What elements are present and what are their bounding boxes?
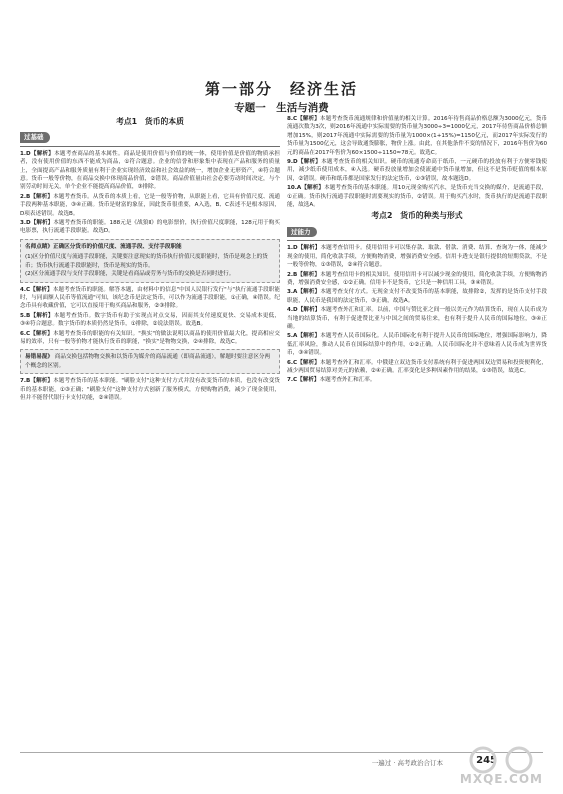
answer-item: 8.C【解析】本题考查货币流通规律和价值量的相关计算。2016年待售商品价格总额为3000亿元，货币流通次数为3次，则2016年流通中实际需要的货币量为3000÷3=1000亿元，2017年待售商品价格总额增加15%，则2017年流通中实际需要的货币量为1000×(1+15%)=1150亿元，而2017年实际发行的货币量为1500亿元，这会导致通货膨胀，物价上涨。由此，在其他条件不变的情况下，2016年售价为60元的商品在2017年售价为60×1500÷1150≈78元。故选C。 xyxy=(287,116,547,156)
answer-item: 2.B【解析】本题考查信用卡的相关知识。使用信用卡可以减少现金的使用，简化收款手续，方便购物消费，增强消费安全感，①②正确。信用卡不是货币，它只是一种信用工具，③④错误。 xyxy=(287,271,547,286)
topic-title: 专题一 生活与消费 xyxy=(234,102,329,114)
answer-item: 3.D【解析】本题考查货币的职能。188元是《战狼Ⅱ》的电影票价，执行价值尺度职能，128元用于购买电影票，执行流通手段职能。故选D。 xyxy=(20,220,280,235)
kp2-title: 考点2 货币的种类与形式 xyxy=(371,211,463,221)
answer-item: 1.D【解析】本题考查商品的基本属性。商品是使用价值与价值的统一体，使用价值是价值的物质承担者，没有使用价值的东西不能成为商品，①符合题意。企业的信誉和形象集中表现在产品和服务的质量上，全面提高产品和服务质量有利于企业实现经济效益和社会效益的统一，增加企业无形资产，④符合题意。货币一般等价物，在商品交换中体现商品价值，②错误。商品价值量由社会必要劳动时间决定，与个别劳动时间无关，单个企业不能提高商品价值，③排除。 xyxy=(20,150,280,191)
tip-box xyxy=(20,349,280,374)
answer-item: 7.C【解析】本题考查外汇和汇率。 xyxy=(287,377,376,384)
footer-text: 一遍过 · 高考政治合订本 xyxy=(371,759,443,767)
right-column xyxy=(287,115,547,720)
answer-item: 4.D【解析】本题考查外汇和汇率。以前，中国与赞比亚之间一般以美元作为结算货币，现在人民币成为当地的结算货币，有利于促进赞比亚与中国之间的贸易往来，也有利于提升人民币的国际地位，③④正确。 xyxy=(287,307,547,330)
answer-item: 2.B【解析】本题考查货币。从货币的本质上看，它是一般等价物，从职能上看，它具有价值尺度、流通手段两种基本职能，③④正确。货币是财富的象征，因此货币很重要，A入选，B、C表述不是根本原因，D项表述错误。故选B。 xyxy=(20,193,280,217)
kp1-title: 考点1 货币的本质 xyxy=(116,117,184,126)
answer-item: 1.D【解析】本题考查信用卡。使用信用卡可以集存款、取款、借款、消费、结算、查询为一体，能减少现金的使用，简化收款手续，方便购物消费，增强消费安全感。信用卡透支是银行提供的短期贷款，不是一般等价物，①③错误，②④符合题意。 xyxy=(287,245,547,269)
watermark-text: MXQE.COM xyxy=(459,772,543,786)
left-column xyxy=(20,115,280,720)
section-badge: 过基础 xyxy=(20,132,50,142)
tip-line: (1)区分价值尺度与流通手段职能，关键要注意现实的货币执行价值尺度职能时，货币是观念上的货币；货币执行流通手段职能时，货币是现实的货币。 xyxy=(25,254,268,269)
answer-item: 9.D【解析】本题考查货币的相关知识。硬币的流通寿命高于纸币，一元硬币的投放有利于方便零钱使用，减少纸币使用成本，④入选。硬币投放量增加会使流通中货币量增加，但这不是货币贬值的根本原因，②错误。硬币和纸币都是国家发行的法定货币，①③错误，故本题选D。 xyxy=(287,159,547,182)
page-number: 245 xyxy=(476,755,497,766)
tip-box xyxy=(20,239,280,283)
answer-item: 5.A【解析】本题考查人民币国际化。人民币国际化有利于提升人民币的国际地位，增强国际影响力，降低汇率风险，推动人民币在国际结算中的作用，①②正确。人民币国际化并不意味着人民币成为世界货币，③④错误。 xyxy=(287,333,547,357)
answer-item: 10.A【解析】本题考查货币的基本职能。用10元现金购买汽水，是货币充当交换的媒介，是流通手段，①正确。货币执行流通手段职能时需要现实的货币，②错误。用于购买汽水时，货币执行的是流通手段职能，故选A。 xyxy=(287,185,547,209)
answer-item: 6.C【解析】本题考查货币的职能的有关知识。"换实"的做法说明以商品的使用价值最大化，提高相应交易的效率，只有一般等价物才能执行货币的职能，"换实"是物物交换，②④排除，故选C。 xyxy=(20,330,280,345)
answer-item: 7.B【解析】本题考查货币的基本职能。"刷脸支付"这种支付方式并没有改变货币的本质，也没有改变货币的基本职能，①③正确；"刷脸支付"这种支付方式创新了服务模式，方便购物消费，减少了现金使用，但并不能替代银行卡支付功能，②④错误。 xyxy=(20,378,280,401)
section-header xyxy=(287,225,547,241)
answer-item: 3.A【解析】本题考查支付方式。无现金支付不改变货币的基本职能，故排除②，发挥的是货币支付手段职能，人民币是我国的法定货币，③正确，故选A。 xyxy=(287,289,547,304)
section-header xyxy=(20,130,280,146)
part-title: 第一部分 经济生活 xyxy=(204,80,358,98)
tip-box-title: 名师点睛》正确区分货币的价值尺度、流通手段、支付手段职能 xyxy=(25,243,182,250)
section-badge: 过能力 xyxy=(287,227,317,237)
tip-box-title: 易错易混》 xyxy=(25,354,53,361)
answer-item: 4.C【解析】本题考查货币的职能。解答本题，由材料中的信息"中国人民银行发行"与"执行流通手段职能时，与同面额人民币等值流通"可知，该纪念币是法定货币，可以作为流通手段职能，①正确，④错误。纪念币具有收藏价值，它可以直接用于购买商品和服务，②③排除。 xyxy=(20,286,280,310)
tip-line: (2)区分流通手段与支付手段职能，关键是看商品或劳务与货币的交换是否同时进行。 xyxy=(25,271,235,278)
answer-item: 5.B【解析】本题考查货币。数字货币有助于实现点对点交易，因而其支付速度更快、交易成本更低，③④符合题意。数字货币的本质仍然是货币，①排除，②说法错误。故选B。 xyxy=(20,312,280,328)
tip-line: 商品交换包括物物交换和以货币为媒介的商品流通（即商品流通），解题时要注意区分两个概念的区别。 xyxy=(25,354,271,369)
answer-item: 6.C【解析】本题考查外汇和汇率。中俄建立双边货币支付系统有利于促进两国双边贸易和投资便利化，减少两国贸易结算对美元的依赖，②④正确。汇率变化是多种因素作用的结果，①③错误，故选C。 xyxy=(287,359,547,374)
